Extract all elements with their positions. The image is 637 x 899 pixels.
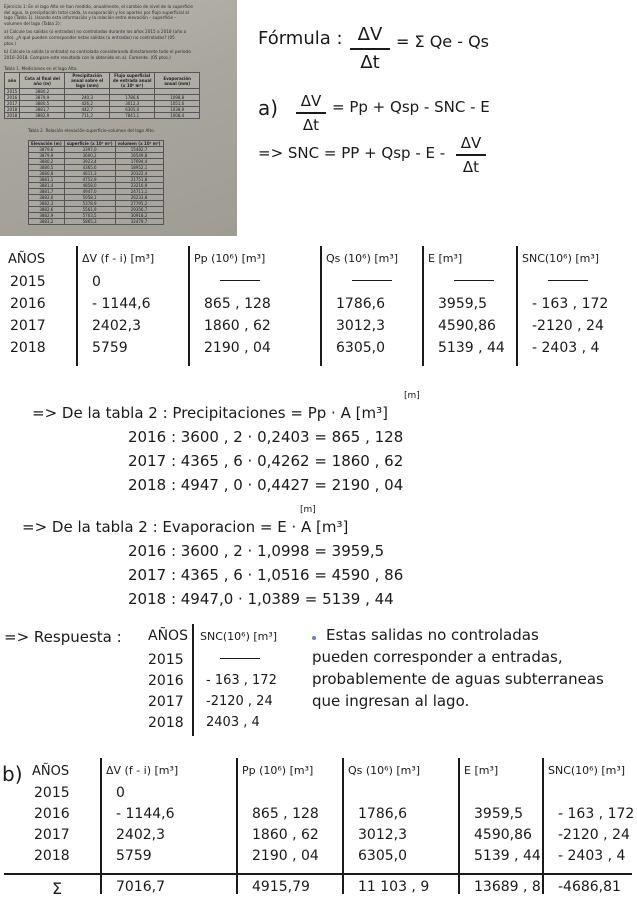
table1-cell: 1051,6 (155, 101, 200, 107)
table2-cell: 3880,2 (29, 159, 65, 165)
note-line: que ingresan al lago. (312, 692, 470, 710)
sum-value: 11 103 , 9 (358, 879, 430, 895)
table1-cell: 1008,4 (155, 113, 200, 119)
table1-cell: 3880,5 (20, 101, 65, 107)
table-header-cell: Qs (10⁶) [m³] (348, 764, 421, 777)
placeholder-dash (352, 280, 392, 281)
fraction-bar (350, 48, 390, 50)
table2-cell: 15482,7 (115, 147, 163, 153)
value-cell: 865 , 128 (252, 806, 319, 822)
year-cell: 2015 (148, 652, 184, 668)
value-cell: 865 , 128 (204, 296, 271, 312)
table1-cell: 2018 (5, 107, 20, 113)
formula-denominator: Δt (360, 52, 380, 73)
year-cell: 2016 (10, 296, 46, 312)
exercise-line: 2016–2018. Compare este resultado con lo obtenido en a). Comente. (05 ptos.) (4, 54, 171, 60)
column-divider (320, 246, 322, 366)
table2-cell: 4858,0 (64, 183, 115, 189)
table-header-cell: E [m³] (428, 252, 463, 265)
respuesta-label: => Respuesta : (4, 628, 122, 646)
value-cell: -2120 , 24 (532, 318, 604, 334)
value-cell: 3959,5 (438, 296, 487, 312)
table2-cell: 4365,6 (64, 165, 115, 171)
table-header-cell: SNC(10⁶) [m³] (548, 764, 626, 777)
sum-value: 13689 , 8 (474, 879, 541, 895)
year-cell: 2016 (148, 673, 184, 689)
table2-cell: 3883,2 (29, 219, 65, 225)
calc-line: 2017 : 4365 , 6 · 1,0516 = 4590 , 86 (128, 566, 404, 584)
table1-cell: 3012,3 (110, 101, 155, 107)
part-a-line2-fraction (456, 134, 486, 176)
table2-cell: 29356,7 (115, 207, 163, 213)
value-cell: 5759 (116, 848, 152, 864)
year-cell: 2017 (10, 318, 46, 334)
table2-cell: 3600,2 (64, 153, 115, 159)
year-cell: 2018 (148, 715, 184, 731)
table1-cell: 3880,2 (20, 89, 65, 95)
value-cell: 2402,3 (116, 827, 165, 843)
table1-cell: 426,2 (65, 101, 110, 107)
value-cell: - 163 , 172 (558, 806, 635, 822)
table1-cell: 2015 (5, 89, 20, 95)
value-cell: 2190 , 04 (252, 848, 319, 864)
table-header-cell: AÑOS (32, 764, 70, 779)
table2-cell: 26233,8 (115, 195, 163, 201)
sum-value: 7016,7 (116, 879, 165, 895)
table2-cell: 5058,1 (64, 195, 115, 201)
table1-cell: 711,2 (65, 113, 110, 119)
line2-numerator: ΔV (460, 134, 482, 152)
respuesta-snc-header: SNC(10⁶) [m³] (200, 630, 278, 643)
value-cell: 1860 , 62 (252, 827, 319, 843)
year-cell: 2017 (34, 827, 70, 843)
value-cell: 4590,86 (474, 827, 532, 843)
value-cell: - 1144,6 (92, 296, 151, 312)
table2-cell: 3923,4 (64, 159, 115, 165)
table1-header-cell: Precipitación anual sobre el lago (mm) (65, 73, 110, 89)
value-cell: - 163 , 172 (206, 673, 277, 688)
table2-caption: Tabla 2. Relación elevación-superficie-volumen del lago Alto. (28, 128, 155, 133)
year-cell: 2017 (148, 694, 184, 710)
table2-cell: 3882,9 (29, 213, 65, 219)
evap-title: => De la tabla 2 : Evaporacion = E · A [m³] (22, 518, 349, 536)
table2-cell: 5865,3 (64, 219, 115, 225)
table1-cell: 2018 (5, 113, 20, 119)
table2-cell: 30918,2 (115, 213, 163, 219)
table2-row (29, 183, 164, 189)
table1-header-cell: Cota al final del año (m) (20, 73, 65, 89)
year-cell: 2018 (34, 848, 70, 864)
table2-cell: 4611,3 (64, 171, 115, 177)
exercise-line: volumen del lago (Tabla 2): (4, 20, 61, 26)
table1-cell: 1098,8 (155, 95, 200, 101)
value-cell: 5759 (92, 340, 128, 356)
value-cell: 6305,0 (336, 340, 385, 356)
table2-row (29, 219, 164, 225)
table2-row (29, 213, 164, 219)
part-a-rhs: = Pp + Qsp - SNC - E (332, 98, 490, 116)
column-divider (188, 246, 190, 366)
exercise-line: del agua, la precipitación total caída, la evaporación y los aportes por flujo superficial al (4, 9, 189, 15)
exercise-line: Ejercicio 1: En el lago Alto se han medido, anualmente, el cambio de nivel de la superficie (4, 4, 193, 9)
table2-row (29, 177, 164, 183)
precip-unit-note: [m] (404, 391, 420, 401)
table2-cell: 23216,9 (115, 183, 163, 189)
table1-header-cell: año (5, 73, 20, 89)
sum-value: -4686,81 (558, 879, 621, 895)
table2-cell: 3881,1 (29, 177, 65, 183)
part-a-denominator: Δt (302, 116, 320, 134)
column-divider (422, 246, 424, 366)
table1-row (5, 113, 200, 119)
table2-cell: 4752,9 (64, 177, 115, 183)
table1-cell: 7841,1 (110, 113, 155, 119)
table1-cell: 442,7 (65, 107, 110, 113)
value-cell: 2403 , 4 (206, 715, 260, 730)
table1-caption: Tabla 1. Mediciones en el lago Alto. (4, 66, 78, 71)
value-cell: - 2403 , 4 (532, 340, 600, 356)
table-header-cell: SNC(10⁶) [m³] (522, 252, 600, 265)
column-divider (516, 246, 518, 366)
part-b-label: b) (2, 762, 23, 786)
table2-cell: 16549,8 (115, 153, 163, 159)
fraction-bar (456, 154, 486, 156)
table2-cell: 4947,0 (64, 189, 115, 195)
table2-cell: 5378,9 (64, 201, 115, 207)
value-cell: 1786,6 (358, 806, 407, 822)
part-a-label: a) (258, 96, 279, 120)
exercise-line: b) Calcule la salida (o entrada) no controlada considerando directamente todo el período (4, 49, 191, 55)
table1-cell: 2017 (5, 101, 20, 107)
table2-cell: 3882,3 (29, 201, 65, 207)
value-cell: - 163 , 172 (532, 296, 609, 312)
table1-cell: 1786,6 (110, 95, 155, 101)
respuesta-divider (192, 624, 194, 736)
table2-row (29, 147, 164, 153)
calc-line: 2016 : 3600 , 2 · 1,0998 = 3959,5 (128, 542, 385, 560)
part-a-fraction (296, 92, 326, 134)
table2-row (29, 171, 164, 177)
table2-cell: 5561,9 (64, 207, 115, 213)
precip-title: => De la tabla 2 : Precipitaciones = Pp · A [m³] (32, 404, 388, 422)
placeholder-dash (454, 280, 494, 281)
table-header-cell: AÑOS (8, 252, 46, 267)
table2-cell: 18952,1 (115, 165, 163, 171)
value-cell: 3959,5 (474, 806, 523, 822)
respuesta-years-header: AÑOS (148, 628, 188, 644)
table2 (28, 140, 164, 225)
table1-cell: 3879,9 (20, 95, 65, 101)
table2-cell: 20322,4 (115, 171, 163, 177)
value-cell: 0 (92, 274, 101, 290)
value-cell: 0 (116, 785, 125, 801)
table2-cell: 21751,8 (115, 177, 163, 183)
bullet-icon (312, 636, 316, 640)
year-cell: 2015 (10, 274, 46, 290)
evap-unit-note: [m] (300, 505, 316, 515)
value-cell: 3012,3 (358, 827, 407, 843)
placeholder-dash (220, 658, 260, 659)
table2-header-cell: superficie (x 10³ m²) (64, 141, 115, 147)
sum-label: Σ (52, 879, 63, 898)
value-cell: 3012,3 (336, 318, 385, 334)
calc-line: 2017 : 4365 , 6 · 0,4262 = 1860 , 62 (128, 452, 404, 470)
textbook-photo (0, 0, 237, 236)
table-header-cell: E [m³] (464, 764, 499, 777)
value-cell: 1860 , 62 (204, 318, 271, 334)
table1-header-cell: Evaporación anual (mm) (155, 73, 200, 89)
placeholder-dash (220, 280, 260, 281)
formula-fraction (350, 24, 390, 73)
line2-denominator: Δt (462, 158, 480, 176)
value-cell: 6305,0 (358, 848, 407, 864)
value-cell: 5139 , 44 (474, 848, 541, 864)
table1-header-cell: Flujo superficial de entrada anual (x 10⁶ m³) (110, 73, 155, 89)
table2-cell: 3882,6 (29, 207, 65, 213)
table-header-cell: Qs (10⁶) [m³] (326, 252, 399, 265)
table2-cell: 3879,9 (29, 153, 65, 159)
value-cell: - 1144,6 (116, 806, 175, 822)
table1-cell: 240,3 (65, 95, 110, 101)
year-cell: 2018 (10, 340, 46, 356)
table2-row (29, 165, 164, 171)
value-cell: 5139 , 44 (438, 340, 505, 356)
table2-row (29, 195, 164, 201)
formula-rhs: = Σ Qe - Qs (396, 32, 489, 51)
sum-value: 4915,79 (252, 879, 310, 895)
table2-row (29, 159, 164, 165)
note-line: pueden corresponder a entradas, (312, 648, 563, 666)
table2-row (29, 189, 164, 195)
table2-cell: 3882,0 (29, 195, 65, 201)
table2-cell: 3880,8 (29, 171, 65, 177)
table1-cell: 3882,9 (20, 113, 65, 119)
table1-cell: 1038,9 (155, 107, 200, 113)
table2-cell: 3880,5 (29, 165, 65, 171)
exercise-line: ptos.) (4, 40, 17, 46)
table1-cell: 2016 (5, 95, 20, 101)
exercise-line: a) Calcule las salidas (o entradas) no controladas durante los años 2015 a 2018 (año a (4, 29, 187, 35)
note-line: Estas salidas no controladas (326, 626, 539, 644)
value-cell: 2402,3 (92, 318, 141, 334)
value-cell: -2120 , 24 (558, 827, 630, 843)
table1-cell: 6305,0 (110, 107, 155, 113)
formula-numerator: ΔV (357, 24, 383, 45)
table2-header-cell: Elevación (m) (29, 141, 65, 147)
placeholder-dash (548, 280, 588, 281)
note-line: probablemente de aguas subterraneas (312, 670, 604, 688)
value-cell: -2120 , 24 (206, 694, 273, 709)
table2-cell: 3881,7 (29, 189, 65, 195)
value-cell: 1786,6 (336, 296, 385, 312)
exercise-line: año). ¿A qué pueden corresponder estas salidas (o entradas) no controladas? (05 (4, 35, 175, 40)
exercise-line: lago (Tabla 1). Usando esta información y la relación entre elevación – superficie – (4, 15, 177, 21)
table1-cell: 3881,7 (20, 107, 65, 113)
table2-cell: 3397,0 (64, 147, 115, 153)
column-divider (76, 246, 78, 366)
value-cell: 4590,86 (438, 318, 496, 334)
table-header-cell: Pp (10⁶) [m³] (194, 252, 266, 265)
calc-line: 2018 : 4947,0 · 1,0389 = 5139 , 44 (128, 590, 394, 608)
part-a-numerator: ΔV (300, 92, 322, 110)
table2-cell: 5703,5 (64, 213, 115, 219)
table2-cell: 3881,4 (29, 183, 65, 189)
calc-line: 2016 : 3600 , 2 · 0,2403 = 865 , 128 (128, 428, 404, 446)
value-cell: 2190 , 04 (204, 340, 271, 356)
table2-cell: 24711,1 (115, 189, 163, 195)
table2-row (29, 207, 164, 213)
sum-rule (4, 873, 632, 875)
table2-row (29, 201, 164, 207)
year-cell: 2015 (34, 785, 70, 801)
formula-label: Fórmula : (258, 28, 343, 49)
part-a-line2: => SNC = PP + Qsp - E - (258, 144, 446, 162)
table-header-cell: ΔV (f - i) [m³] (82, 252, 155, 265)
table2-row (29, 153, 164, 159)
table-header-cell: Pp (10⁶) [m³] (242, 764, 314, 777)
fraction-bar (296, 112, 326, 114)
calc-line: 2018 : 4947 , 0 · 0,4427 = 2190 , 04 (128, 476, 404, 494)
table2-cell: 32479,7 (115, 219, 163, 225)
year-cell: 2016 (34, 806, 70, 822)
table2-cell: 3879,6 (29, 147, 65, 153)
table2-cell: 17694,4 (115, 159, 163, 165)
table-header-cell: ΔV (f - i) [m³] (106, 764, 179, 777)
table1 (4, 72, 200, 119)
value-cell: - 2403 , 4 (558, 848, 626, 864)
table2-cell: 27795,2 (115, 201, 163, 207)
table2-header-cell: volumen (x 10³ m³) (115, 141, 163, 147)
